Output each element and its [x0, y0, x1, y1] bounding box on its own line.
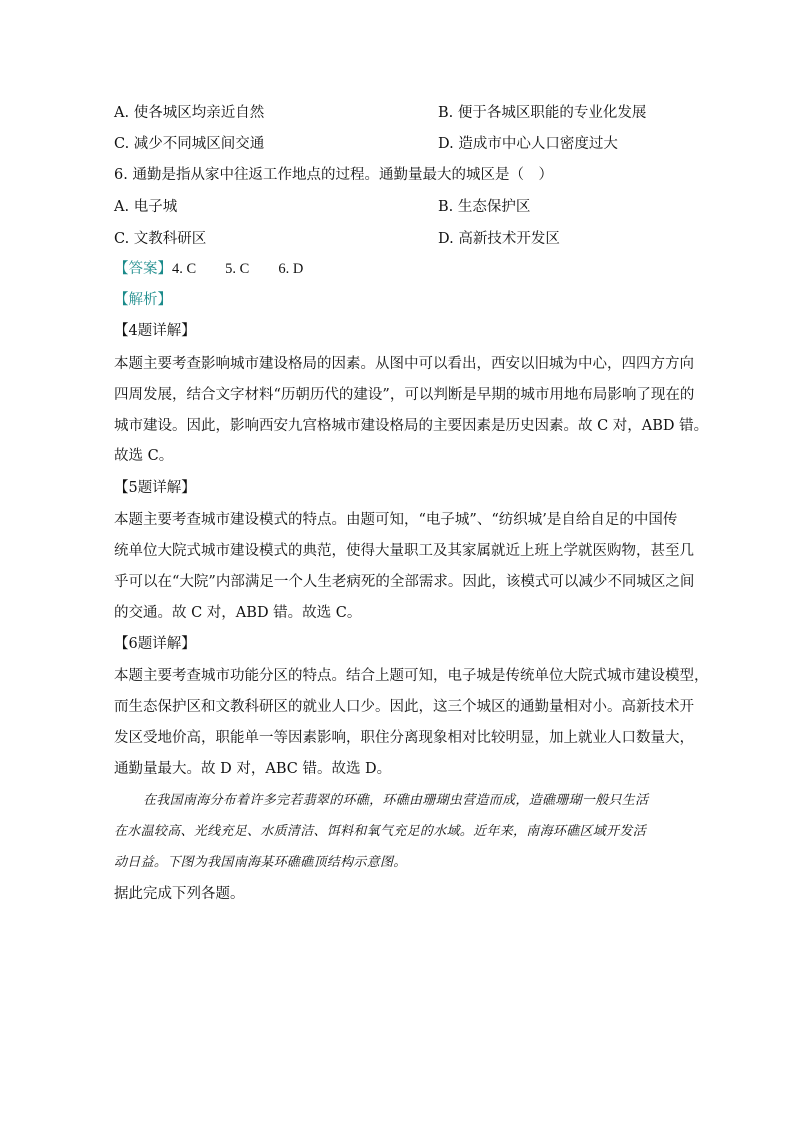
q5-option-c: C. 减少不同城区间交通 [114, 136, 265, 152]
detail5-line-2: 统单位大院式城市建设模式的典范，使得大量职工及其家属就近上班上学就医购物，甚至几 [114, 543, 694, 559]
detail5-heading: 【5题详解】 [114, 480, 196, 496]
q5-option-b: B. 便于各城区职能的专业化发展 [438, 105, 647, 121]
q6-stem: 6. 通勤是指从家中往返工作地点的过程。通勤量最大的城区是（ ） [114, 167, 553, 183]
answer-label: 【答案】 [114, 261, 172, 277]
answer-values: 4. C 5. C 6. D [172, 261, 304, 277]
detail6-line-1: 本题主要考查城市功能分区的特点。结合上题可知，电子城是传统单位大院式城市建设模型， [114, 668, 709, 684]
detail6-line-3: 发区受地价高，职能单一等因素影响，职住分离现象相对比较明显，加上就业人口数量大， [114, 730, 694, 746]
detail4-line-4: 故选 C。 [114, 448, 174, 464]
detail4-heading: 【4题详解】 [114, 323, 196, 339]
detail4-line-2: 四周发展，结合文字材料“历朝历代的建设”，可以判断是早期的城市用地布局影响了现在的 [114, 387, 695, 403]
detail5-line-4: 的交通。故 C 对，ABD 错。故选 C。 [114, 605, 362, 621]
q5-option-a: A. 使各城区均亲近自然 [114, 105, 265, 121]
q6-option-a: A. 电子城 [114, 199, 178, 215]
q6-option-b: B. 生态保护区 [438, 199, 531, 215]
detail6-line-2: 而生态保护区和文教科研区的就业人口少。因此，这三个城区的通勤量相对小。高新技术开 [114, 699, 694, 715]
detail5-line-3: 乎可以在“大院”内部满足一个人生老病死的全部需求。因此，该模式可以减少不同城区之间 [114, 574, 695, 590]
material-line-1: 在我国南海分布着许多完若翡翠的环礁，环礁由珊瑚虫营造而成，造礁珊瑚一般只生活 [143, 793, 649, 808]
detail4-line-3: 城市建设。因此，影响西安九宫格城市建设格局的主要因素是历史因素。故 C 对，ABD 错。 [114, 418, 709, 434]
detail6-heading: 【6题详解】 [114, 636, 196, 652]
material-line-2: 在水温较高、光线充足、水质清洁、饵料和氧气充足的水域。近年来，南海环礁区域开发活 [114, 824, 647, 839]
detail6-line-4: 通勤量最大。故 D 对，ABC 错。故选 D。 [114, 761, 392, 777]
answer-line [114, 259, 303, 279]
q6-option-c: C. 文教科研区 [114, 231, 207, 247]
material-line-3: 动日益。下图为我国南海某环礁礁顶结构示意图。 [114, 855, 407, 870]
analysis-label: 【解析】 [114, 292, 172, 308]
detail4-line-1: 本题主要考查影响城市建设格局的因素。从图中可以看出，西安以旧城为中心，四四方方向 [114, 356, 694, 372]
q5-option-d: D. 造成市中心人口密度过大 [438, 136, 618, 152]
material-instruction: 据此完成下列各题。 [114, 886, 245, 902]
detail5-line-1: 本题主要考查城市建设模式的特点。由题可知，“电子城”、“纺织城’是自给自足的中国传 [114, 512, 678, 528]
q6-option-d: D. 高新技术开发区 [438, 231, 560, 247]
